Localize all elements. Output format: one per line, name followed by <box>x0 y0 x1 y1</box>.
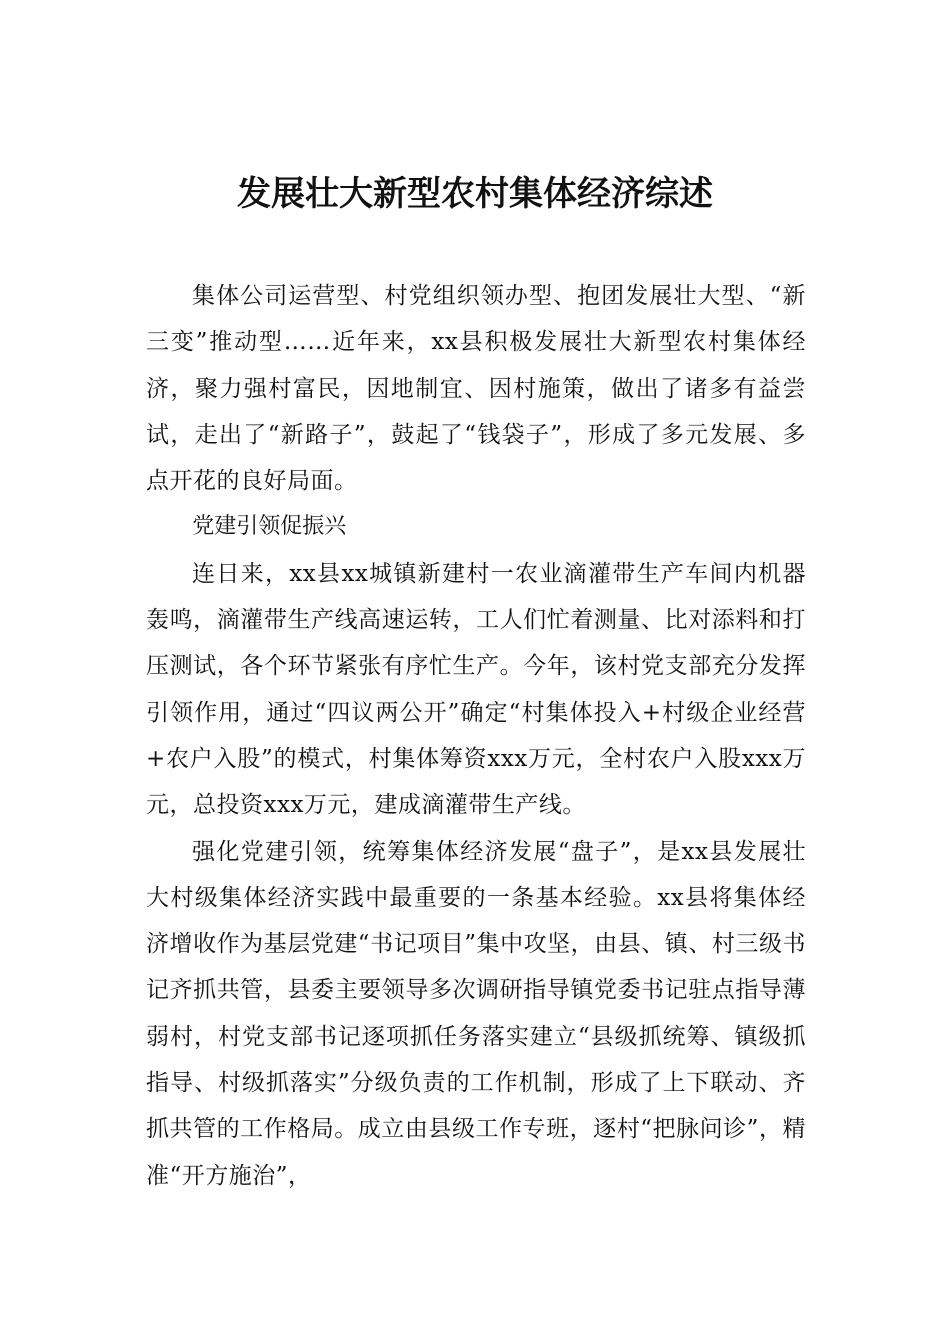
document-body <box>146 273 806 1199</box>
document-title: 发展壮大新型农村集体经济综述 <box>237 174 713 214</box>
intro-paragraph: 集体公司运营型、村党组织领办型、抱团发展壮大型、“新三变”推动型……近年来，xx县积极发展壮大新型农村集体经济，聚力强村富民，因地制宜、因村施策，做出了诸多有益尝试，走出了“新路子”，鼓起了“钱袋子”，形成了多元发展、多点开花的良好局面。 <box>146 283 806 495</box>
body-paragraph: 连日来，xx县xx城镇新建村一农业滴灌带生产车间内机器轰鸣，滴灌带生产线高速运转，工人们忙着测量、比对添料和打压测试，各个环节紧张有序忙生产。今年，该村党支部充分发挥引领作用，通过“四议两公开”确定“村集体投入+村级企业经营+农户入股”的模式，村集体筹资xxx万元，全村农户入股xxx万元，总投资xxx万元，建成滴灌带生产线。 <box>146 560 806 819</box>
body-paragraph: 强化党建引领，统筹集体经济发展“盘子”，是xx县发展壮大村级集体经济实践中最重要的一条基本经验。xx县将集体经济增收作为基层党建“书记项目”集中攻坚，由县、镇、村三级书记齐抓共管，县委主要领导多次调研指导镇党委书记驻点指导薄弱村，村党支部书记逐项抓任务落实建立“县级抓统筹、镇级抓指导、村级抓落实”分级负责的工作机制，形成了上下联动、齐抓共管的工作格局。成立由县级工作专班，逐村“把脉问诊”，精准“开方施治”， <box>146 838 806 1189</box>
section-heading: 党建引领促振兴 <box>192 514 347 540</box>
